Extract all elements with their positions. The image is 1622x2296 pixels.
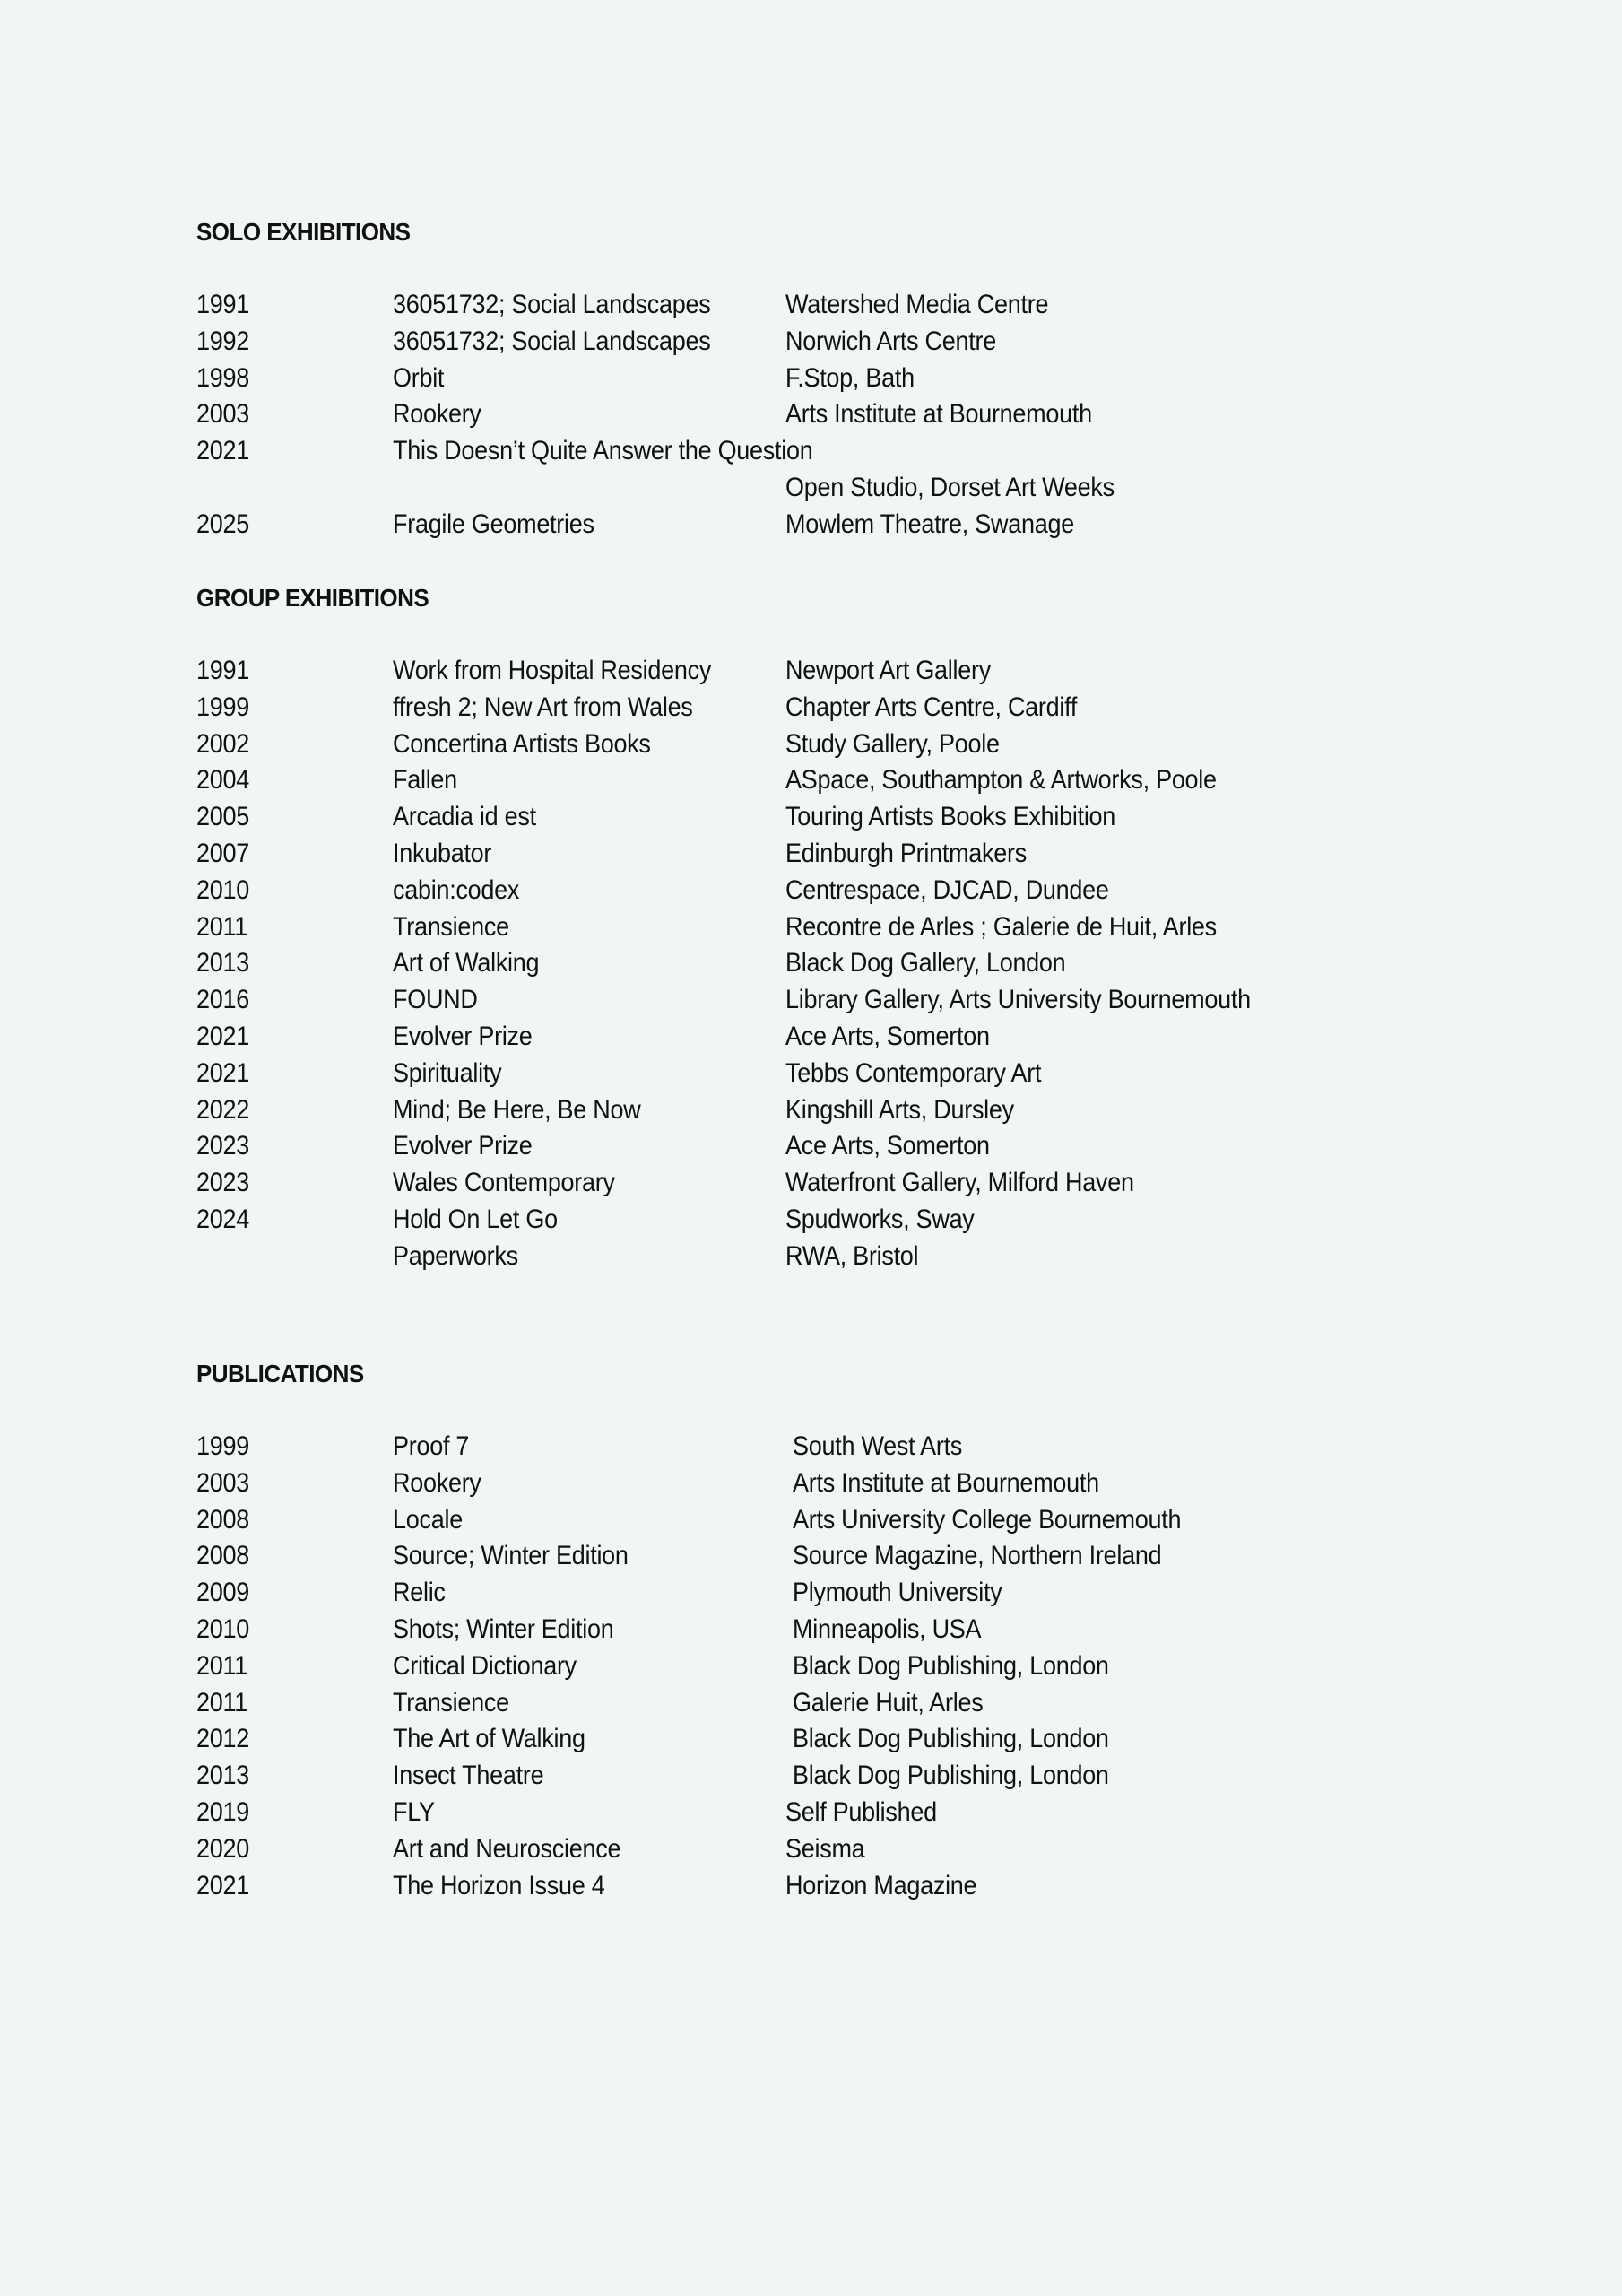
entry-venue: Study Gallery, Poole	[785, 728, 1000, 759]
entry-year: 2005	[196, 802, 249, 832]
entry-row	[196, 1465, 1452, 1502]
entry-year: 2011	[196, 1650, 247, 1681]
entry-year: 2019	[196, 1796, 249, 1827]
entry-venue: Black Dog Publishing, London	[793, 1761, 1109, 1791]
entry-year: 2016	[196, 985, 249, 1015]
entry-title: Fragile Geometries	[393, 509, 594, 539]
entry-venue: Black Dog Gallery, London	[785, 948, 1066, 978]
entry-venue: Horizon Magazine	[785, 1870, 977, 1900]
entry-year: 2003	[196, 1467, 249, 1498]
entry-venue: South West Arts	[793, 1431, 963, 1461]
publications-list	[196, 1429, 1452, 1904]
entry-year: 2002	[196, 728, 249, 759]
entry-row	[196, 1165, 1452, 1202]
entry-row	[196, 287, 1452, 324]
entry-title: Mind; Be Here, Be Now	[393, 1094, 641, 1125]
entry-year: 2022	[196, 1094, 249, 1125]
entry-venue: Tebbs Contemporary Art	[785, 1057, 1042, 1088]
entry-row	[196, 653, 1452, 690]
entry-year: 1991	[196, 656, 249, 685]
entry-row	[196, 1056, 1452, 1092]
entry-row	[196, 1202, 1452, 1239]
entry-title: 36051732; Social Landscapes	[393, 326, 711, 356]
entry-venue: Arts Institute at Bournemouth	[785, 399, 1092, 430]
entry-row	[196, 396, 1452, 433]
entry-row	[196, 1239, 1452, 1275]
entry-row	[196, 726, 1452, 763]
entry-year: 1999	[196, 1431, 249, 1461]
group-exhibitions-heading: GROUP EXHIBITIONS	[196, 584, 429, 612]
entry-row	[196, 1721, 1452, 1758]
entry-title: This Doesn’t Quite Answer the Question	[393, 436, 813, 466]
entry-row	[196, 873, 1452, 909]
entry-venue: Ace Arts, Somerton	[785, 1131, 990, 1161]
entry-venue: Black Dog Publishing, London	[793, 1650, 1109, 1681]
solo-exhibitions-heading: SOLO EXHIBITIONS	[196, 218, 411, 246]
entry-year: 2023	[196, 1168, 249, 1198]
entry-row	[196, 1868, 1452, 1905]
entry-row	[196, 1612, 1452, 1648]
entry-venue: F.Stop, Bath	[785, 362, 915, 393]
entry-row	[196, 1092, 1452, 1129]
entry-year: 2012	[196, 1724, 249, 1754]
entry-venue: Chapter Arts Centre, Cardiff	[785, 691, 1078, 722]
entry-title: Evolver Prize	[393, 1021, 533, 1051]
entry-row	[196, 909, 1452, 946]
entry-row	[196, 690, 1452, 726]
entry-row	[196, 1648, 1452, 1685]
entry-venue: Recontre de Arles ; Galerie de Huit, Arles	[785, 911, 1217, 942]
entry-venue: Ace Arts, Somerton	[785, 1021, 990, 1051]
entry-row	[196, 1685, 1452, 1722]
entry-row	[196, 1128, 1452, 1165]
entry-title: Insect Theatre	[393, 1761, 544, 1791]
entry-title: Evolver Prize	[393, 1131, 533, 1161]
entry-year: 1991	[196, 290, 249, 319]
entry-title: The Horizon Issue 4	[393, 1870, 605, 1900]
entry-title: Inkubator	[393, 838, 492, 868]
entry-venue: ASpace, Southampton & Artworks, Poole	[785, 765, 1217, 796]
entry-year: 2021	[196, 436, 249, 466]
entry-title: Transience	[393, 911, 509, 942]
entry-title: Transience	[393, 1687, 509, 1718]
entry-row	[196, 1019, 1452, 1056]
entry-venue: Open Studio, Dorset Art Weeks	[785, 472, 1115, 502]
entry-row	[196, 1831, 1452, 1868]
entry-year: 2011	[196, 911, 247, 942]
entry-title: FOUND	[393, 985, 478, 1015]
entry-row	[196, 836, 1452, 873]
entry-year: 2020	[196, 1833, 249, 1864]
entry-venue: Norwich Arts Centre	[785, 326, 996, 356]
entry-year: 2013	[196, 1761, 249, 1791]
entry-title: Arcadia id est	[393, 802, 536, 832]
entry-venue: Black Dog Publishing, London	[793, 1724, 1109, 1754]
entry-row	[196, 361, 1452, 397]
entry-venue: Kingshill Arts, Dursley	[785, 1094, 1014, 1125]
entry-year: 2004	[196, 765, 249, 796]
entry-year: 1998	[196, 362, 249, 393]
entry-row	[196, 762, 1452, 799]
entry-venue: Galerie Huit, Arles	[793, 1687, 984, 1718]
entry-row	[196, 1758, 1452, 1795]
entry-title: The Art of Walking	[393, 1724, 585, 1754]
entry-venue: Centrespace, DJCAD, Dundee	[785, 874, 1109, 905]
entry-venue: Spudworks, Sway	[785, 1204, 975, 1234]
entry-row	[196, 1429, 1452, 1465]
solo-exhibitions-list	[196, 287, 1452, 544]
entry-year: 2021	[196, 1057, 249, 1088]
entry-row	[196, 1795, 1452, 1831]
entry-year: 2024	[196, 1204, 249, 1234]
entry-year: 2021	[196, 1870, 249, 1900]
entry-row	[196, 945, 1452, 982]
entry-title: Proof 7	[393, 1431, 470, 1461]
entry-year: 2013	[196, 948, 249, 978]
entry-year: 2010	[196, 874, 249, 905]
entry-row	[196, 1538, 1452, 1575]
entry-row	[196, 324, 1452, 361]
entry-year: 1999	[196, 691, 249, 722]
entry-title: Concertina Artists Books	[393, 728, 651, 759]
entry-venue: Library Gallery, Arts University Bournemouth	[785, 985, 1251, 1015]
entry-venue: Mowlem Theatre, Swanage	[785, 509, 1074, 539]
entry-title: Rookery	[393, 1467, 481, 1498]
entry-venue: Arts Institute at Bournemouth	[793, 1467, 1099, 1498]
entry-title: Art of Walking	[393, 948, 540, 978]
entry-title: cabin:codex	[393, 874, 520, 905]
entry-title: FLY	[393, 1796, 435, 1827]
entry-year: 2010	[196, 1613, 249, 1644]
entry-venue: Minneapolis, USA	[793, 1613, 982, 1644]
entry-title: Locale	[393, 1504, 463, 1535]
entry-title: ffresh 2; New Art from Wales	[393, 691, 693, 722]
entry-title: Relic	[393, 1578, 446, 1608]
publications-heading: PUBLICATIONS	[196, 1360, 364, 1387]
entry-row	[196, 799, 1452, 836]
entry-title: Spirituality	[393, 1057, 502, 1088]
entry-title: Rookery	[393, 399, 481, 430]
entry-row	[196, 1575, 1452, 1612]
entry-venue: Self Published	[785, 1796, 937, 1827]
entry-venue: Newport Art Gallery	[785, 656, 991, 685]
entry-row	[196, 1502, 1452, 1539]
entry-title: Art and Neuroscience	[393, 1833, 621, 1864]
entry-venue: Seisma	[785, 1833, 865, 1864]
entry-title: Paperworks	[393, 1240, 518, 1271]
entry-title: Source; Winter Edition	[393, 1541, 629, 1571]
entry-venue: Watershed Media Centre	[785, 290, 1049, 319]
entry-title: Hold On Let Go	[393, 1204, 558, 1234]
entry-venue: RWA, Bristol	[785, 1240, 919, 1271]
entry-year: 2008	[196, 1504, 249, 1535]
entry-venue: Plymouth University	[793, 1578, 1002, 1608]
entry-year: 2009	[196, 1578, 249, 1608]
entry-row	[196, 982, 1452, 1019]
entry-venue: Source Magazine, Northern Ireland	[793, 1541, 1162, 1571]
entry-venue: Edinburgh Printmakers	[785, 838, 1027, 868]
entry-title: 36051732; Social Landscapes	[393, 290, 711, 319]
entry-year: 2007	[196, 838, 249, 868]
entry-year: 2023	[196, 1131, 249, 1161]
entry-year: 1992	[196, 326, 249, 356]
entry-venue: Arts University College Bournemouth	[793, 1504, 1182, 1535]
entry-row	[196, 470, 1452, 507]
entry-year: 2008	[196, 1541, 249, 1571]
entry-title: Critical Dictionary	[393, 1650, 577, 1681]
entry-title: Fallen	[393, 765, 457, 796]
entry-venue: Waterfront Gallery, Milford Haven	[785, 1168, 1134, 1198]
entry-year: 2025	[196, 509, 249, 539]
entry-title: Work from Hospital Residency	[393, 656, 712, 685]
entry-title: Shots; Winter Edition	[393, 1613, 614, 1644]
entry-title: Wales Contemporary	[393, 1168, 615, 1198]
entry-row	[196, 507, 1452, 544]
entry-year: 2021	[196, 1021, 249, 1051]
group-exhibitions-list	[196, 653, 1452, 1275]
entry-year: 2011	[196, 1687, 247, 1718]
entry-venue: Touring Artists Books Exhibition	[785, 802, 1116, 832]
entry-year: 2003	[196, 399, 249, 430]
entry-title: Orbit	[393, 362, 445, 393]
entry-row	[196, 433, 1452, 470]
